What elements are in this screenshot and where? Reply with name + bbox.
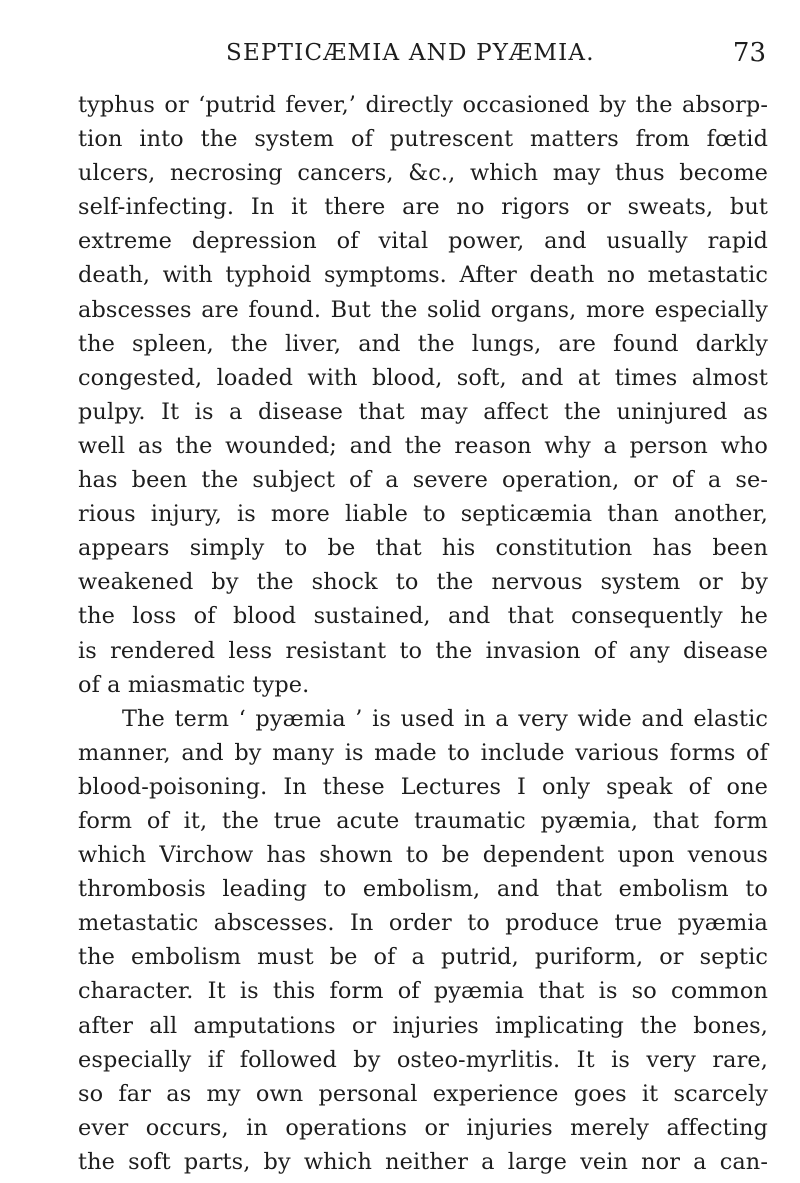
text-line: which Virchow has shown to be dependent upon venous bbox=[78, 842, 768, 869]
text-line: blood-poisoning. In these Lectures I only speak of one bbox=[78, 773, 768, 800]
text-line: has been the subject of a severe operation, or of a se- bbox=[78, 467, 768, 494]
paragraph-first-line: The term ‘ pyæmia ’ is used in a very wide and elastic bbox=[122, 705, 768, 732]
text-line: appears simply to be that his constitution has been bbox=[78, 535, 768, 562]
running-head bbox=[78, 40, 766, 80]
text-line: the loss of blood sustained, and that consequently he bbox=[78, 603, 768, 630]
text-line: especially if followed by osteo-myrlitis. It is very rare, bbox=[78, 1046, 768, 1073]
text-line: thrombosis leading to embolism, and that embolism to bbox=[78, 876, 768, 903]
text-line: is rendered less resistant to the invasion of any disease bbox=[78, 637, 768, 664]
body-text bbox=[78, 88, 768, 1179]
text-line: death, with typhoid symptoms. After death no metastatic bbox=[78, 262, 768, 289]
text-line: manner, and by many is made to include various forms of bbox=[78, 739, 768, 766]
page-number: 73 bbox=[732, 38, 766, 68]
text-line: self-infecting. In it there are no rigors or sweats, but bbox=[78, 194, 768, 221]
text-line: ulcers, necrosing cancers, &c., which may thus become bbox=[78, 160, 768, 187]
running-title: SEPTICÆMIA AND PYÆMIA. bbox=[226, 40, 595, 66]
text-line: weakened by the shock to the nervous system or by bbox=[78, 569, 768, 596]
text-line: so far as my own personal experience goes it scarcely bbox=[78, 1080, 768, 1107]
text-line: after all amputations or injuries implicating the bones, bbox=[78, 1012, 768, 1039]
text-line: the spleen, the liver, and the lungs, are found darkly bbox=[78, 330, 768, 357]
text-line: of a miasmatic type. bbox=[78, 671, 310, 698]
text-line: the soft parts, by which neither a large vein nor a can- bbox=[78, 1148, 768, 1175]
text-line: tion into the system of putrescent matters from fœtid bbox=[78, 126, 768, 153]
text-line: extreme depression of vital power, and usually rapid bbox=[78, 228, 768, 255]
text-line: well as the wounded; and the reason why a person who bbox=[78, 432, 768, 459]
text-line: congested, loaded with blood, soft, and at times almost bbox=[78, 364, 768, 391]
text-line: abscesses are found. But the solid organs, more especially bbox=[78, 296, 768, 323]
text-line: metastatic abscesses. In order to produce true pyæmia bbox=[78, 910, 768, 937]
text-line: typhus or ‘putrid fever,’ directly occasioned by the absorp- bbox=[78, 92, 768, 118]
text-line: pulpy. It is a disease that may affect the uninjured as bbox=[78, 398, 768, 425]
text-line: the embolism must be of a putrid, puriform, or septic bbox=[78, 944, 768, 971]
text-line: rious injury, is more liable to septicæmia than another, bbox=[78, 501, 768, 528]
text-line: character. It is this form of pyæmia that is so common bbox=[78, 978, 768, 1005]
text-line: form of it, the true acute traumatic pyæmia, that form bbox=[78, 807, 768, 834]
text-line: ever occurs, in operations or injuries merely affecting bbox=[78, 1114, 768, 1141]
